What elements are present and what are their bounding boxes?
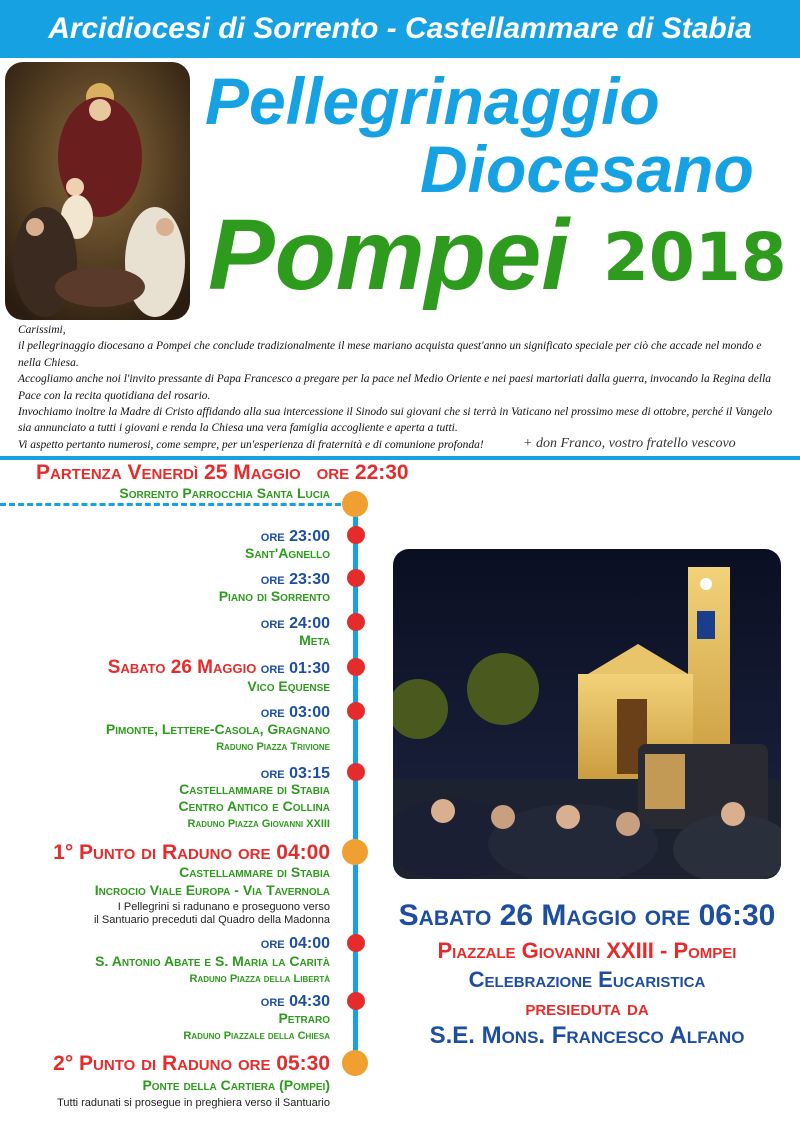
- stop-time: ore 03:00: [260, 704, 330, 721]
- stop-time: ore 23:00: [260, 528, 330, 545]
- header-banner: [0, 0, 800, 58]
- timeline-dot: [347, 569, 365, 587]
- church-photo-image: [393, 549, 781, 879]
- divider-bar: [0, 456, 800, 460]
- stop-place: Pimonte, Lettere-Casola, Gragnano: [105, 721, 330, 737]
- stop-place: Petraro: [278, 1010, 330, 1026]
- letter-paragraph: Vi aspetto pertanto numerosi, come sempre, per un'esperienza di fraternità e di comunione profonda!: [18, 438, 484, 451]
- title-pellegrinaggio: Pellegrinaggio: [205, 64, 660, 138]
- meeting1-note: il Santuario preceduti dal Quadro della Madonna: [93, 914, 330, 926]
- timeline-dot-start: [342, 491, 368, 517]
- stop-place: S. Antonio Abate e S. Maria la Carità: [95, 953, 330, 969]
- stop-detail: Raduno Piazza Giovanni XXIII: [187, 818, 330, 830]
- stop-day: Sabato 26 Maggio: [107, 657, 257, 678]
- stop-detail: Raduno Piazza Trivione: [216, 741, 330, 753]
- celebration-presided: presieduta da: [525, 995, 649, 1020]
- stop-time: ore 23:30: [260, 571, 330, 588]
- title-pompei: Pompei: [208, 199, 570, 311]
- departure-label: Partenza Venerdì 25 Maggio: [36, 461, 301, 484]
- meeting1-place: Castellammare di Stabia: [179, 864, 330, 880]
- departure-time: ore 22:30: [316, 461, 409, 484]
- stop-time: ore 04:00: [260, 935, 330, 952]
- timeline-dot: [347, 702, 365, 720]
- stop-day-row: [108, 656, 330, 680]
- celebration-celebrant: S.E. Mons. Francesco Alfano: [429, 1022, 745, 1049]
- meeting1-place-2: Incrocio Viale Europa - Via Tavernola: [94, 882, 330, 898]
- letter-greeting: Carissimi,: [18, 324, 66, 336]
- meeting2-place: Ponte della Cartiera (Pompei): [142, 1077, 330, 1093]
- timeline-dash: [0, 503, 350, 506]
- stop-place: Piano di Sorrento: [218, 588, 330, 604]
- stop-detail: Raduno Piazza della Libertà: [189, 973, 330, 985]
- stop-time: ore 24:00: [260, 615, 330, 632]
- departure-place: Sorrento Parrocchia Santa Lucia: [119, 485, 330, 501]
- timeline-dot: [347, 658, 365, 676]
- timeline-dot-meeting: [342, 1050, 368, 1076]
- title-diocesano: Diocesano: [420, 132, 754, 206]
- stop-time: ore 03:15: [260, 765, 330, 782]
- letter-paragraph: il pellegrinaggio diocesano a Pompei che conclude tradizionalmente il mese mariano acquista quest'anno un significato speciale per ciò che accade nel mondo e nella Chiesa.: [18, 340, 762, 369]
- stop-place: Sant'Agnello: [245, 545, 330, 561]
- madonna-painting-image: [5, 62, 190, 320]
- diocese-title: Arcidiocesi di Sorrento - Castellammare di Stabia: [48, 12, 752, 45]
- celebration-event: Celebrazione Eucaristica: [468, 967, 706, 992]
- letter-paragraph: Invochiamo inoltre la Madre di Cristo affidando alla sua intercessione il Sinodo sui giovani che si terrà in Vaticano nel prossimo mese di ottobre, perché il Vangelo sia annunciato a tutti i giovani e renda la Chiesa una vera famiglia accogliente e aperta a tutti.: [18, 406, 773, 435]
- timeline-line: [353, 503, 358, 1065]
- stop-time: ore 04:30: [260, 993, 330, 1010]
- timeline-dot: [347, 934, 365, 952]
- meeting2-heading: 2° Punto di Raduno ore 05:30: [53, 1052, 330, 1075]
- title-year: 2018: [603, 219, 787, 296]
- celebration-place: Piazzale Giovanni XXIII - Pompei: [437, 938, 737, 963]
- stop-place-2: Centro Antico e Collina: [178, 798, 330, 814]
- timeline-dot: [347, 992, 365, 1010]
- meeting1-note: I Pellegrini si radunano e proseguono verso: [117, 901, 330, 913]
- letter-signature: + don Franco, vostro fratello vescovo: [523, 436, 736, 451]
- stop-place: Castellammare di Stabia: [179, 781, 330, 797]
- meeting1-heading: 1° Punto di Raduno ore 04:00: [53, 841, 330, 864]
- madonna-painting: [5, 62, 190, 320]
- celebration-datetime: Sabato 26 Maggio ore 06:30: [398, 899, 776, 932]
- stop-detail: Raduno Piazzale della Chiesa: [183, 1030, 330, 1042]
- timeline-dot: [347, 763, 365, 781]
- timeline-dot-meeting: [342, 839, 368, 865]
- stop-time: ore 01:30: [260, 660, 330, 677]
- church-night-photo: [393, 549, 781, 879]
- stop-place: Vico Equense: [247, 678, 330, 694]
- stop-place: Meta: [299, 632, 330, 648]
- bishop-letter: [18, 322, 786, 453]
- letter-paragraph: Accogliamo anche noi l'invito pressante di Papa Francesco a pregare per la pace nel Medio Oriente e nei paesi martoriati dalla guerra, invocando la Regina della Pace con la recita quotidiana del rosario.: [18, 373, 772, 402]
- timeline-dot: [347, 613, 365, 631]
- timeline-dot: [347, 526, 365, 544]
- meeting2-note: Tutti radunati si prosegue in preghiera verso il Santuario: [57, 1097, 330, 1109]
- departure-heading: [36, 461, 409, 485]
